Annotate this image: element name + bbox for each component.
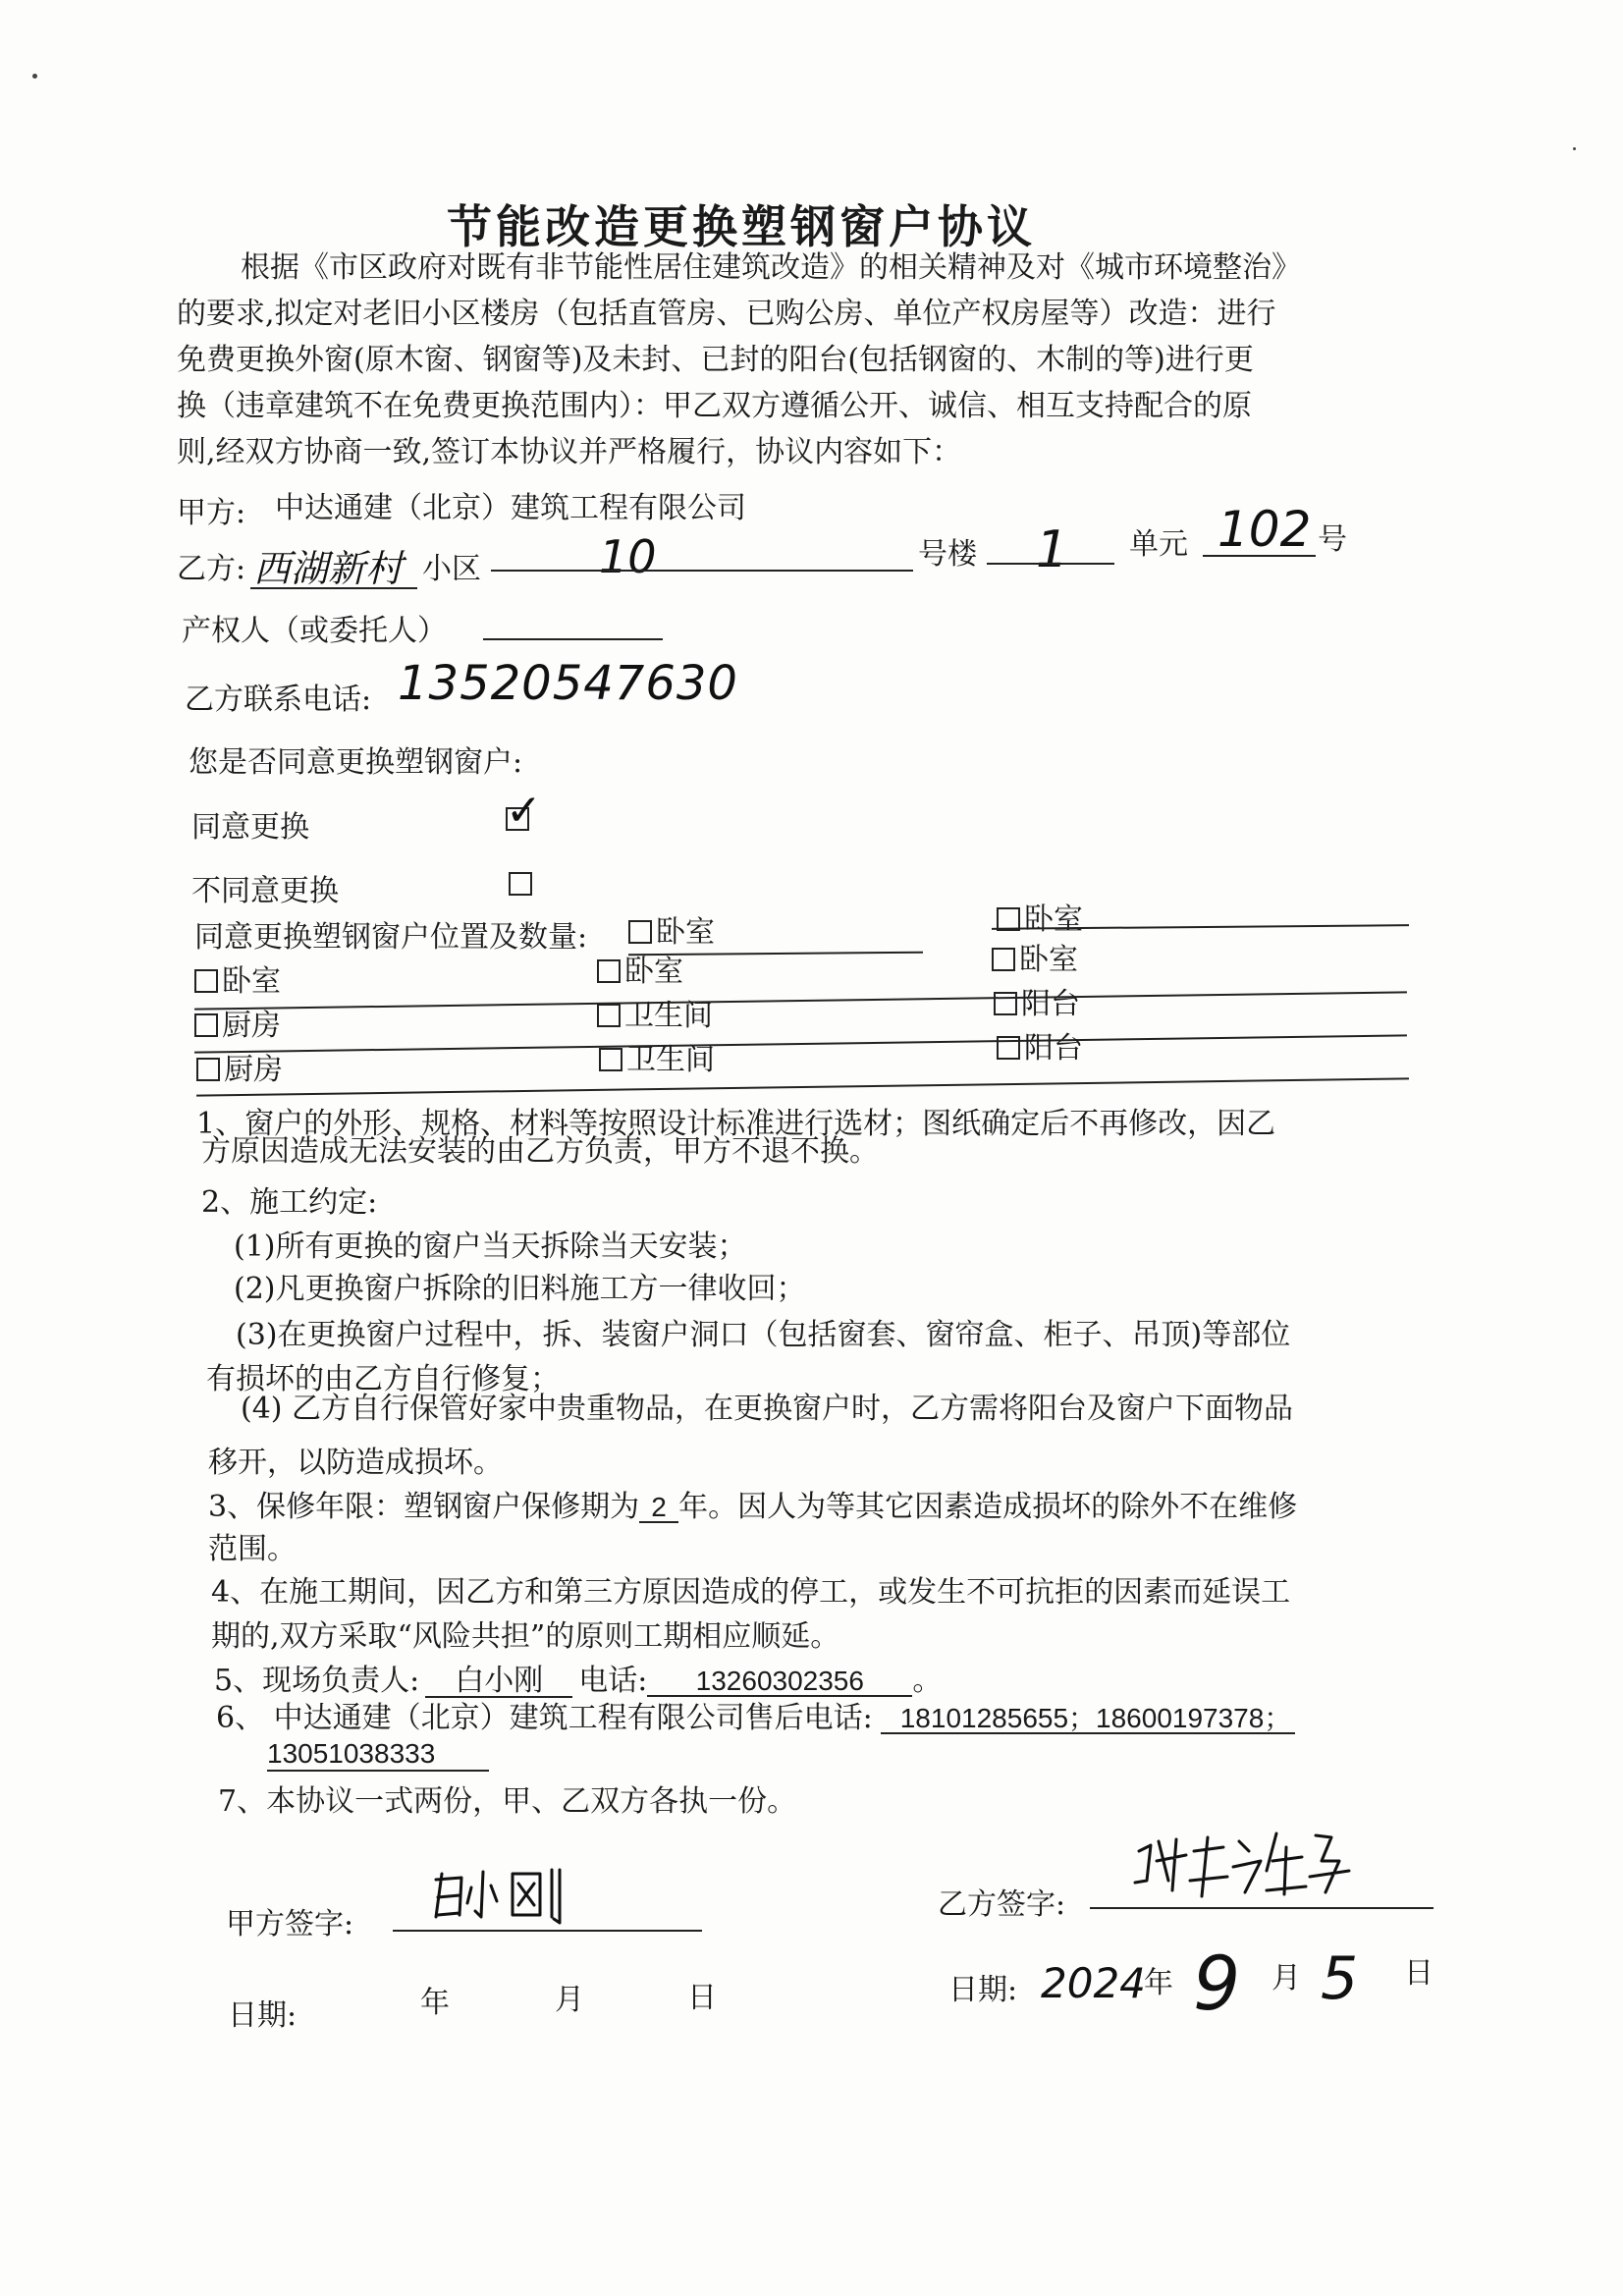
building-line xyxy=(491,570,913,572)
phone-value: 13520547630 xyxy=(398,656,738,711)
owner-line xyxy=(483,638,663,640)
intro-line-3: 免费更换外窗(原木窗、钢窗等)及未封、已封的阳台(包括钢窗的、木制的等)进行更 xyxy=(177,343,1254,377)
window-cell[interactable]: 阳台 xyxy=(994,990,1080,1019)
disagree-label: 不同意更换 xyxy=(191,874,339,908)
date-a-day-label: 日 xyxy=(687,1981,717,2015)
date-b-month-label: 月 xyxy=(1271,1961,1301,1995)
site-manager-name: 白小刚 xyxy=(425,1667,572,1698)
owner-label: 产权人（或委托人） xyxy=(182,614,447,648)
party-b-label: 乙方: xyxy=(177,552,246,586)
check-mark: ✓ xyxy=(506,786,542,836)
intro-line-1: 根据《市区政府对既有非节能性居住建筑改造》的相关精神及对《城市环境整治》 xyxy=(241,250,1301,285)
window-cell[interactable]: 卧室 xyxy=(597,957,683,987)
term-2-4-line-2: 移开，以防造成损坏。 xyxy=(208,1446,503,1480)
party-a-value: 中达通建（北京）建筑工程有限公司 xyxy=(275,491,746,525)
community-label: 小区 xyxy=(422,552,481,586)
window-cell[interactable]: 卧室 xyxy=(997,905,1083,935)
party-a-label: 甲方: xyxy=(177,496,246,530)
checkbox-box xyxy=(597,1004,621,1027)
date-b-day-label: 日 xyxy=(1404,1956,1434,1991)
term-7: 7、本协议一式两份，甲、乙双方各执一份。 xyxy=(218,1784,797,1819)
community-value: 西湖新村 xyxy=(253,547,404,590)
term-4-line-1: 4、在施工期间，因乙方和第三方原因造成的停工，或发生不可抗拒的因素而延误工 xyxy=(211,1575,1291,1610)
checkbox-box xyxy=(992,948,1015,971)
community-line xyxy=(250,587,417,589)
checkbox-box xyxy=(599,1048,622,1071)
term-6-prefix: 6、 中达通建（北京）建筑工程有限公司售后电话: xyxy=(216,1701,873,1735)
window-row-line xyxy=(194,991,1407,1010)
term-2-1: (1)所有更换的窗户当天拆除当天安装； xyxy=(234,1230,747,1264)
phone-label: 乙方联系电话: xyxy=(185,683,372,717)
unit-line xyxy=(987,563,1114,565)
intro-line-4: 换（违章建筑不在免费更换范围内）：甲乙双方遵循公开、诚信、相互支持配合的原 xyxy=(177,389,1252,423)
checkbox-box xyxy=(196,1058,220,1081)
window-cell[interactable]: 卧室 xyxy=(992,946,1078,975)
room-label: 号 xyxy=(1318,522,1347,557)
checkbox-box xyxy=(628,920,652,944)
scan-speck xyxy=(1573,147,1576,150)
date-b-year-label: 年 xyxy=(1144,1966,1173,2000)
term-5-prefix: 5、现场负责人: xyxy=(214,1664,420,1698)
page-title: 节能改造更换塑钢窗户协议 xyxy=(447,200,1036,253)
term-3-line-2: 范围。 xyxy=(208,1532,297,1566)
window-row-line xyxy=(196,1077,1409,1096)
signature-b-handwritten xyxy=(1129,1822,1355,1905)
room-line xyxy=(1203,555,1316,557)
window-cell[interactable]: 阳台 xyxy=(997,1034,1083,1064)
window-row-line xyxy=(194,1034,1407,1053)
window-cell[interactable]: 卫生间 xyxy=(599,1046,715,1075)
date-a-label: 日期: xyxy=(228,1998,298,2033)
intro-line-2: 的要求,拟定对老旧小区楼房（包括直管房、已购公房、单位产权房屋等）改造：进行 xyxy=(177,297,1276,331)
signature-a-label: 甲方签字: xyxy=(226,1907,354,1941)
disagree-checkbox[interactable] xyxy=(509,872,536,898)
date-b-month: 9 xyxy=(1193,1940,1241,2027)
term-2-3-line-2: 有损坏的由乙方自行修复； xyxy=(206,1362,560,1396)
signature-b-label: 乙方签字: xyxy=(938,1887,1066,1922)
window-cell[interactable]: 卧室 xyxy=(628,918,715,948)
intro-line-5: 则,经双方协商一致,签订本协议并严格履行，协议内容如下： xyxy=(177,435,962,469)
term-3-prefix: 3、保修年限：塑钢窗户保修期为 xyxy=(208,1490,640,1524)
warranty-years: 2 xyxy=(639,1494,678,1523)
window-cell[interactable]: 卧室 xyxy=(194,967,281,997)
date-b-year: 2024 xyxy=(1041,1959,1146,2007)
checkbox-box xyxy=(997,1036,1020,1060)
date-a-year-label: 年 xyxy=(420,1986,450,2020)
building-label: 号楼 xyxy=(918,537,977,572)
after-sales-phones: 18101285655；18600197378； xyxy=(881,1705,1296,1734)
term-1-line-2: 方原因造成无法安装的由乙方负责，甲方不退不换。 xyxy=(201,1134,879,1169)
date-a-month-label: 月 xyxy=(555,1983,584,2017)
site-manager-phone: 13260302356 xyxy=(647,1667,912,1697)
term-5-phone-label: 电话: xyxy=(578,1664,648,1698)
window-cell[interactable]: 厨房 xyxy=(196,1056,283,1085)
agree-label: 同意更换 xyxy=(191,810,309,845)
term-2-4-line-1: (4) 乙方自行保管好家中贵重物品，在更换窗户时，乙方需将阳台及窗户下面物品 xyxy=(241,1392,1294,1426)
term-2-3-line-1: (3)在更换窗户过程中，拆、装窗户洞口（包括窗套、窗帘盒、柜子、吊顶)等部位 xyxy=(236,1318,1291,1352)
consent-question: 您是否同意更换塑钢窗户: xyxy=(189,745,523,780)
date-b-day: 5 xyxy=(1321,1944,1359,2013)
windows-label: 同意更换塑钢窗户位置及数量: xyxy=(194,920,588,955)
building-value: 10 xyxy=(599,530,657,583)
term-3-line-1 xyxy=(208,1490,1298,1524)
room-value: 102 xyxy=(1217,501,1312,558)
signature-a-handwritten xyxy=(422,1866,565,1925)
window-cell[interactable]: 厨房 xyxy=(194,1011,281,1041)
term-5-end: 。 xyxy=(912,1664,943,1698)
checkbox-box xyxy=(597,959,621,983)
term-3-suffix: 年。因人为等其它因素造成损坏的除外不在维修 xyxy=(678,1490,1298,1524)
signature-b-line xyxy=(1090,1907,1434,1909)
checkbox-box xyxy=(194,969,218,993)
unit-value: 1 xyxy=(1036,520,1069,579)
scan-speck xyxy=(32,74,37,79)
signature-a-line xyxy=(393,1930,702,1932)
window-cell[interactable]: 卫生间 xyxy=(597,1002,713,1031)
term-4-line-2: 期的,双方采取“风险共担”的原则工期相应顺延。 xyxy=(211,1619,840,1654)
date-b-label: 日期: xyxy=(948,1973,1018,2007)
unit-label: 单元 xyxy=(1129,527,1188,562)
term-2-title: 2、施工约定: xyxy=(201,1185,378,1220)
term-5-line xyxy=(214,1664,943,1698)
after-sales-phone-2: 13051038333 xyxy=(267,1738,489,1772)
term-1-line-1: 1、窗户的外形、规格、材料等按照设计标准进行选材；图纸确定后不再修改，因乙 xyxy=(196,1107,1276,1141)
checkbox-box xyxy=(194,1013,218,1037)
term-6-line-1 xyxy=(216,1701,1295,1735)
checkbox-box xyxy=(994,992,1017,1015)
checkbox-box xyxy=(509,872,532,896)
term-2-2: (2)凡更换窗户拆除的旧料施工方一律收回； xyxy=(234,1272,806,1306)
